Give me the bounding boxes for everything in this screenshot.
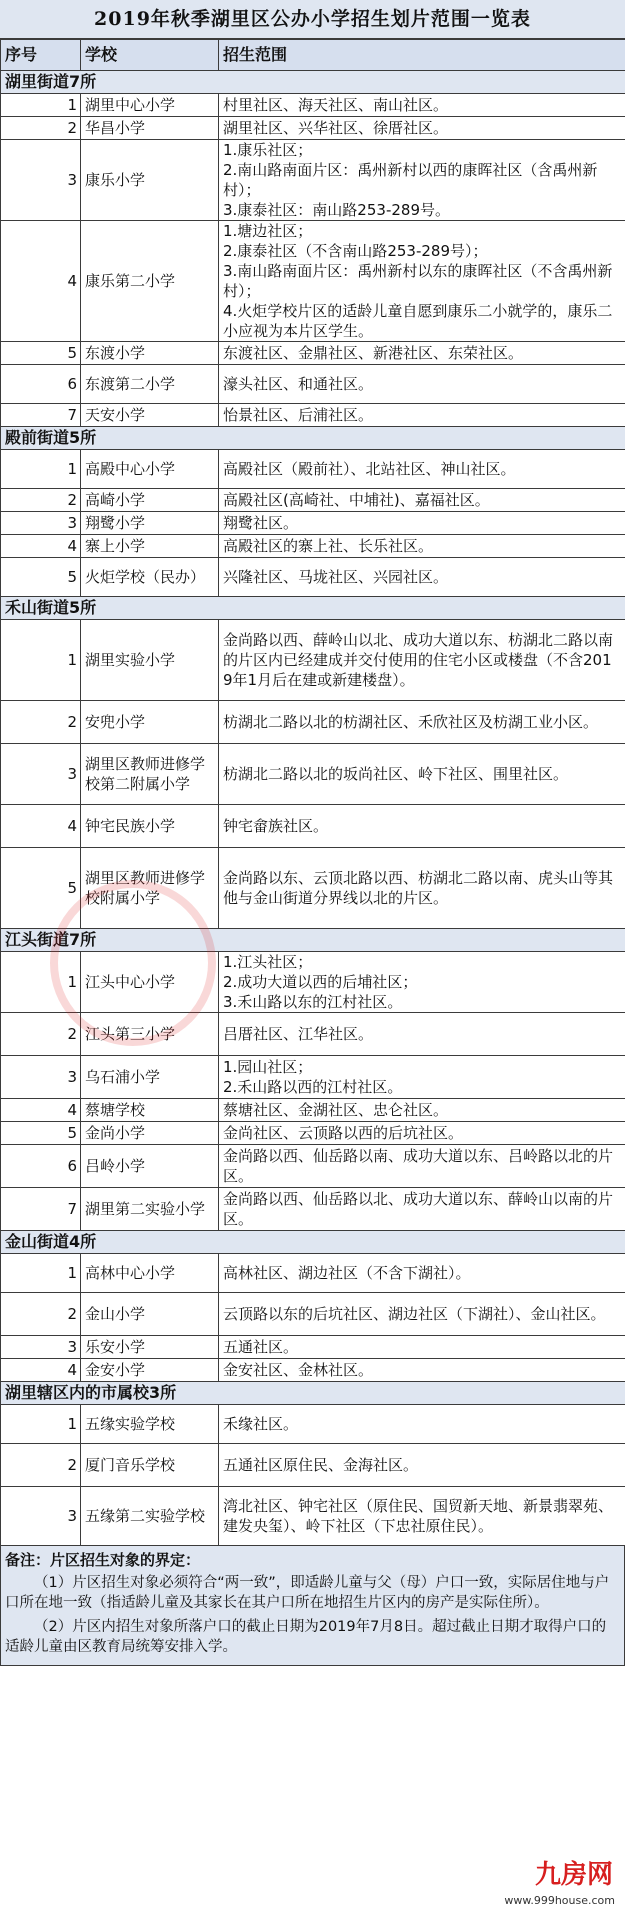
row-number: 2 [1,701,81,744]
school-name: 蔡塘学校 [81,1099,219,1122]
range-line: 湾北社区、钟宅社区（原住民、国贸新天地、新景翡翠苑、建发央玺）、岭下社区（下忠社原住民）。 [223,1497,614,1535]
section-header-row [1,1382,625,1405]
table-header-row [1,40,625,71]
table-row [1,1122,625,1145]
row-number: 1 [1,1254,81,1293]
row-number: 3 [1,1487,81,1546]
table-row [1,1444,625,1487]
table-row [1,512,625,535]
row-number: 7 [1,1188,81,1231]
enrollment-range [219,94,625,117]
range-line: 东渡社区、金鼎社区、新港社区、东荣社区。 [223,344,524,362]
row-number: 5 [1,558,81,597]
table-row [1,535,625,558]
range-line: 金安社区、金林社区。 [223,1361,374,1379]
row-number: 5 [1,848,81,929]
section-header-row [1,1231,625,1254]
table-row [1,140,625,221]
range-line: 1.塘边社区； [223,222,313,240]
table-row [1,450,625,489]
table-row [1,744,625,805]
table-row [1,221,625,342]
row-number: 1 [1,620,81,701]
range-line: 4.火炬学校片区的适龄儿童自愿到康乐二小就学的，康乐二小应视为本片区学生。 [223,302,613,340]
enrollment-range [219,1336,625,1359]
note-item: （2）片区内招生对象所落户口的截止日期为2019年7月8日。超过截止日期才取得户口的适龄儿童由区教育局统筹安排入学。 [5,1619,607,1655]
enrollment-range [219,744,625,805]
row-number: 1 [1,1405,81,1444]
school-name: 厦门音乐学校 [81,1444,219,1487]
enrollment-range [219,1188,625,1231]
row-number: 2 [1,1444,81,1487]
school-name: 江头第三小学 [81,1013,219,1056]
enrollment-range [219,1013,625,1056]
enrollment-range [219,1099,625,1122]
range-line: 金尚路以西、仙岳路以南、成功大道以东、吕岭路以北的片区。 [223,1147,614,1185]
range-line: 五通社区原住民、金海社区。 [223,1456,419,1474]
notes-block [0,1546,625,1666]
row-number: 4 [1,1099,81,1122]
school-name: 湖里中心小学 [81,94,219,117]
range-line: 五通社区。 [223,1338,299,1356]
table-row [1,489,625,512]
section-header-row [1,427,625,450]
school-name: 高崎小学 [81,489,219,512]
row-number: 2 [1,489,81,512]
enrollment-range [219,489,625,512]
table-row [1,1099,625,1122]
enrollment-range [219,342,625,365]
row-number: 3 [1,1056,81,1099]
table-row [1,1405,625,1444]
school-name: 东渡小学 [81,342,219,365]
table-row [1,1188,625,1231]
table-row [1,1487,625,1546]
range-line: 1.康乐社区； [223,141,313,159]
table-row [1,701,625,744]
enrollment-range [219,1359,625,1382]
enrollment-range [219,535,625,558]
section-title: 禾山街道5所 [1,597,625,620]
site-logo: 九房网 [534,1860,613,1890]
header-school: 学校 [81,40,219,71]
notes-title: 备注：片区招生对象的界定： [5,1551,201,1569]
range-line: 禾缘社区。 [223,1415,299,1433]
enrollment-range [219,512,625,535]
section-title: 江头街道7所 [1,929,625,952]
section-title: 殿前街道5所 [1,427,625,450]
range-line: 云顶路以东的后坑社区、湖边社区（下湖社）、金山社区。 [223,1305,606,1323]
row-number: 6 [1,365,81,404]
school-name: 五缘第二实验学校 [81,1487,219,1546]
school-name: 康乐第二小学 [81,221,219,342]
table-row [1,1056,625,1099]
row-number: 7 [1,404,81,427]
school-name: 湖里第二实验小学 [81,1188,219,1231]
row-number: 2 [1,1293,81,1336]
row-number: 3 [1,512,81,535]
table-row [1,558,625,597]
table-row [1,404,625,427]
row-number: 3 [1,744,81,805]
table-row [1,342,625,365]
row-number: 1 [1,450,81,489]
school-name: 乌石浦小学 [81,1056,219,1099]
header-range: 招生范围 [219,40,625,71]
site-url: www.999house.com [504,1894,615,1907]
enrollment-range [219,221,625,342]
enrollment-range [219,450,625,489]
range-line: 高林社区、湖边社区（不含下湖社）。 [223,1264,471,1282]
school-name: 乐安小学 [81,1336,219,1359]
range-line: 3.禾山路以东的江村社区。 [223,993,403,1011]
school-name: 安兜小学 [81,701,219,744]
range-line: 村里社区、海天社区、南山社区。 [223,96,449,114]
range-line: 蔡塘社区、金湖社区、忠仑社区。 [223,1101,449,1119]
range-line: 2.南山路南面片区：禹州新村以西的康晖社区（含禹州新村）； [223,161,598,199]
enrollment-table [0,39,625,1546]
school-name: 高殿中心小学 [81,450,219,489]
range-line: 金尚路以西、薛岭山以北、成功大道以东、枋湖北二路以南的片区内已经建成并交付使用的住宅小区或楼盘（不含2019年1月后在建或新建楼盘）。 [223,631,614,689]
enrollment-range [219,848,625,929]
school-name: 金山小学 [81,1293,219,1336]
school-name: 华昌小学 [81,117,219,140]
table-row [1,1336,625,1359]
enrollment-range [219,558,625,597]
row-number: 4 [1,535,81,558]
enrollment-range [219,140,625,221]
section-header-row [1,929,625,952]
school-name: 湖里实验小学 [81,620,219,701]
section-header-row [1,597,625,620]
school-name: 钟宅民族小学 [81,805,219,848]
school-name: 吕岭小学 [81,1145,219,1188]
school-name: 翔鹭小学 [81,512,219,535]
school-name: 火炬学校（民办） [81,558,219,597]
school-name: 湖里区教师进修学校第二附属小学 [81,744,219,805]
row-number: 6 [1,1145,81,1188]
table-row [1,1254,625,1293]
range-line: 1.园山社区； [223,1058,313,1076]
section-title: 湖里街道7所 [1,71,625,94]
range-line: 3.南山路南面片区：禹州新村以东的康晖社区（不含禹州新村）； [223,262,613,300]
school-name: 金安小学 [81,1359,219,1382]
range-line: 吕厝社区、江华社区。 [223,1025,374,1043]
section-title: 湖里辖区内的市属校3所 [1,1382,625,1405]
range-line: 兴隆社区、马垅社区、兴园社区。 [223,568,449,586]
enrollment-range [219,701,625,744]
school-name: 高林中心小学 [81,1254,219,1293]
range-line: 2.禾山路以西的江村社区。 [223,1078,403,1096]
range-line: 钟宅畲族社区。 [223,817,329,835]
enrollment-range [219,1293,625,1336]
table-row [1,1359,625,1382]
range-line: 1.江头社区； [223,953,313,971]
enrollment-range [219,620,625,701]
section-header-row [1,71,625,94]
range-line: 枋湖北二路以北的枋湖社区、禾欣社区及枋湖工业小区。 [223,713,599,731]
range-line: 金尚路以东、云顶北路以西、枋湖北二路以南、虎头山等其他与金山街道分界线以北的片区。 [223,869,614,907]
range-line: 高殿社区的寨上社、长乐社区。 [223,537,434,555]
enrollment-range [219,1122,625,1145]
row-number: 2 [1,1013,81,1056]
enrollment-range [219,1145,625,1188]
range-line: 怡景社区、后浦社区。 [223,406,374,424]
table-row [1,952,625,1013]
range-line: 金尚路以西、仙岳路以北、成功大道以东、薛岭山以南的片区。 [223,1190,614,1228]
range-line: 3.康泰社区：南山路253-289号。 [223,201,450,219]
table-row [1,117,625,140]
range-line: 2.康泰社区（不含南山路253-289号）； [223,242,488,260]
note-item: （1）片区招生对象必须符合“两一致”，即适龄儿童与父（母）户口一致，实际居住地与户口所在地一致（指适龄儿童及其家长在其户口所在地招生片区内的房产是实际住所）。 [5,1575,610,1611]
table-row [1,848,625,929]
range-line: 湖里社区、兴华社区、徐厝社区。 [223,119,449,137]
table-row [1,365,625,404]
section-title: 金山街道4所 [1,1231,625,1254]
enrollment-range [219,805,625,848]
enrollment-range [219,1487,625,1546]
row-number: 4 [1,221,81,342]
range-line: 金尚社区、云顶路以西的后坑社区。 [223,1124,464,1142]
row-number: 3 [1,1336,81,1359]
enrollment-range [219,117,625,140]
school-name: 东渡第二小学 [81,365,219,404]
row-number: 5 [1,1122,81,1145]
page-title: 2019年秋季湖里区公办小学招生划片范围一览表 [0,0,625,39]
school-name: 江头中心小学 [81,952,219,1013]
row-number: 2 [1,117,81,140]
row-number: 1 [1,94,81,117]
enrollment-range [219,404,625,427]
enrollment-range [219,1056,625,1099]
table-row [1,805,625,848]
row-number: 5 [1,342,81,365]
row-number: 3 [1,140,81,221]
range-line: 翔鹭社区。 [223,514,299,532]
enrollment-range [219,952,625,1013]
row-number: 4 [1,1359,81,1382]
row-number: 4 [1,805,81,848]
school-name: 金尚小学 [81,1122,219,1145]
school-name: 湖里区教师进修学校附属小学 [81,848,219,929]
header-no: 序号 [1,40,81,71]
range-line: 高殿社区(高崎社、中埔社)、嘉福社区。 [223,491,490,509]
table-row [1,94,625,117]
row-number: 1 [1,952,81,1013]
enrollment-range [219,1444,625,1487]
enrollment-range [219,1254,625,1293]
school-name: 康乐小学 [81,140,219,221]
table-row [1,1013,625,1056]
enrollment-range [219,1405,625,1444]
table-row [1,1145,625,1188]
school-name: 天安小学 [81,404,219,427]
school-name: 寨上小学 [81,535,219,558]
range-line: 濠头社区、和通社区。 [223,375,374,393]
range-line: 枋湖北二路以北的坂尚社区、岭下社区、围里社区。 [223,765,569,783]
school-name: 五缘实验学校 [81,1405,219,1444]
table-row [1,1293,625,1336]
table-row [1,620,625,701]
range-line: 2.成功大道以西的后埔社区； [223,973,418,991]
enrollment-range [219,365,625,404]
range-line: 高殿社区（殿前社）、北站社区、神山社区。 [223,460,516,478]
